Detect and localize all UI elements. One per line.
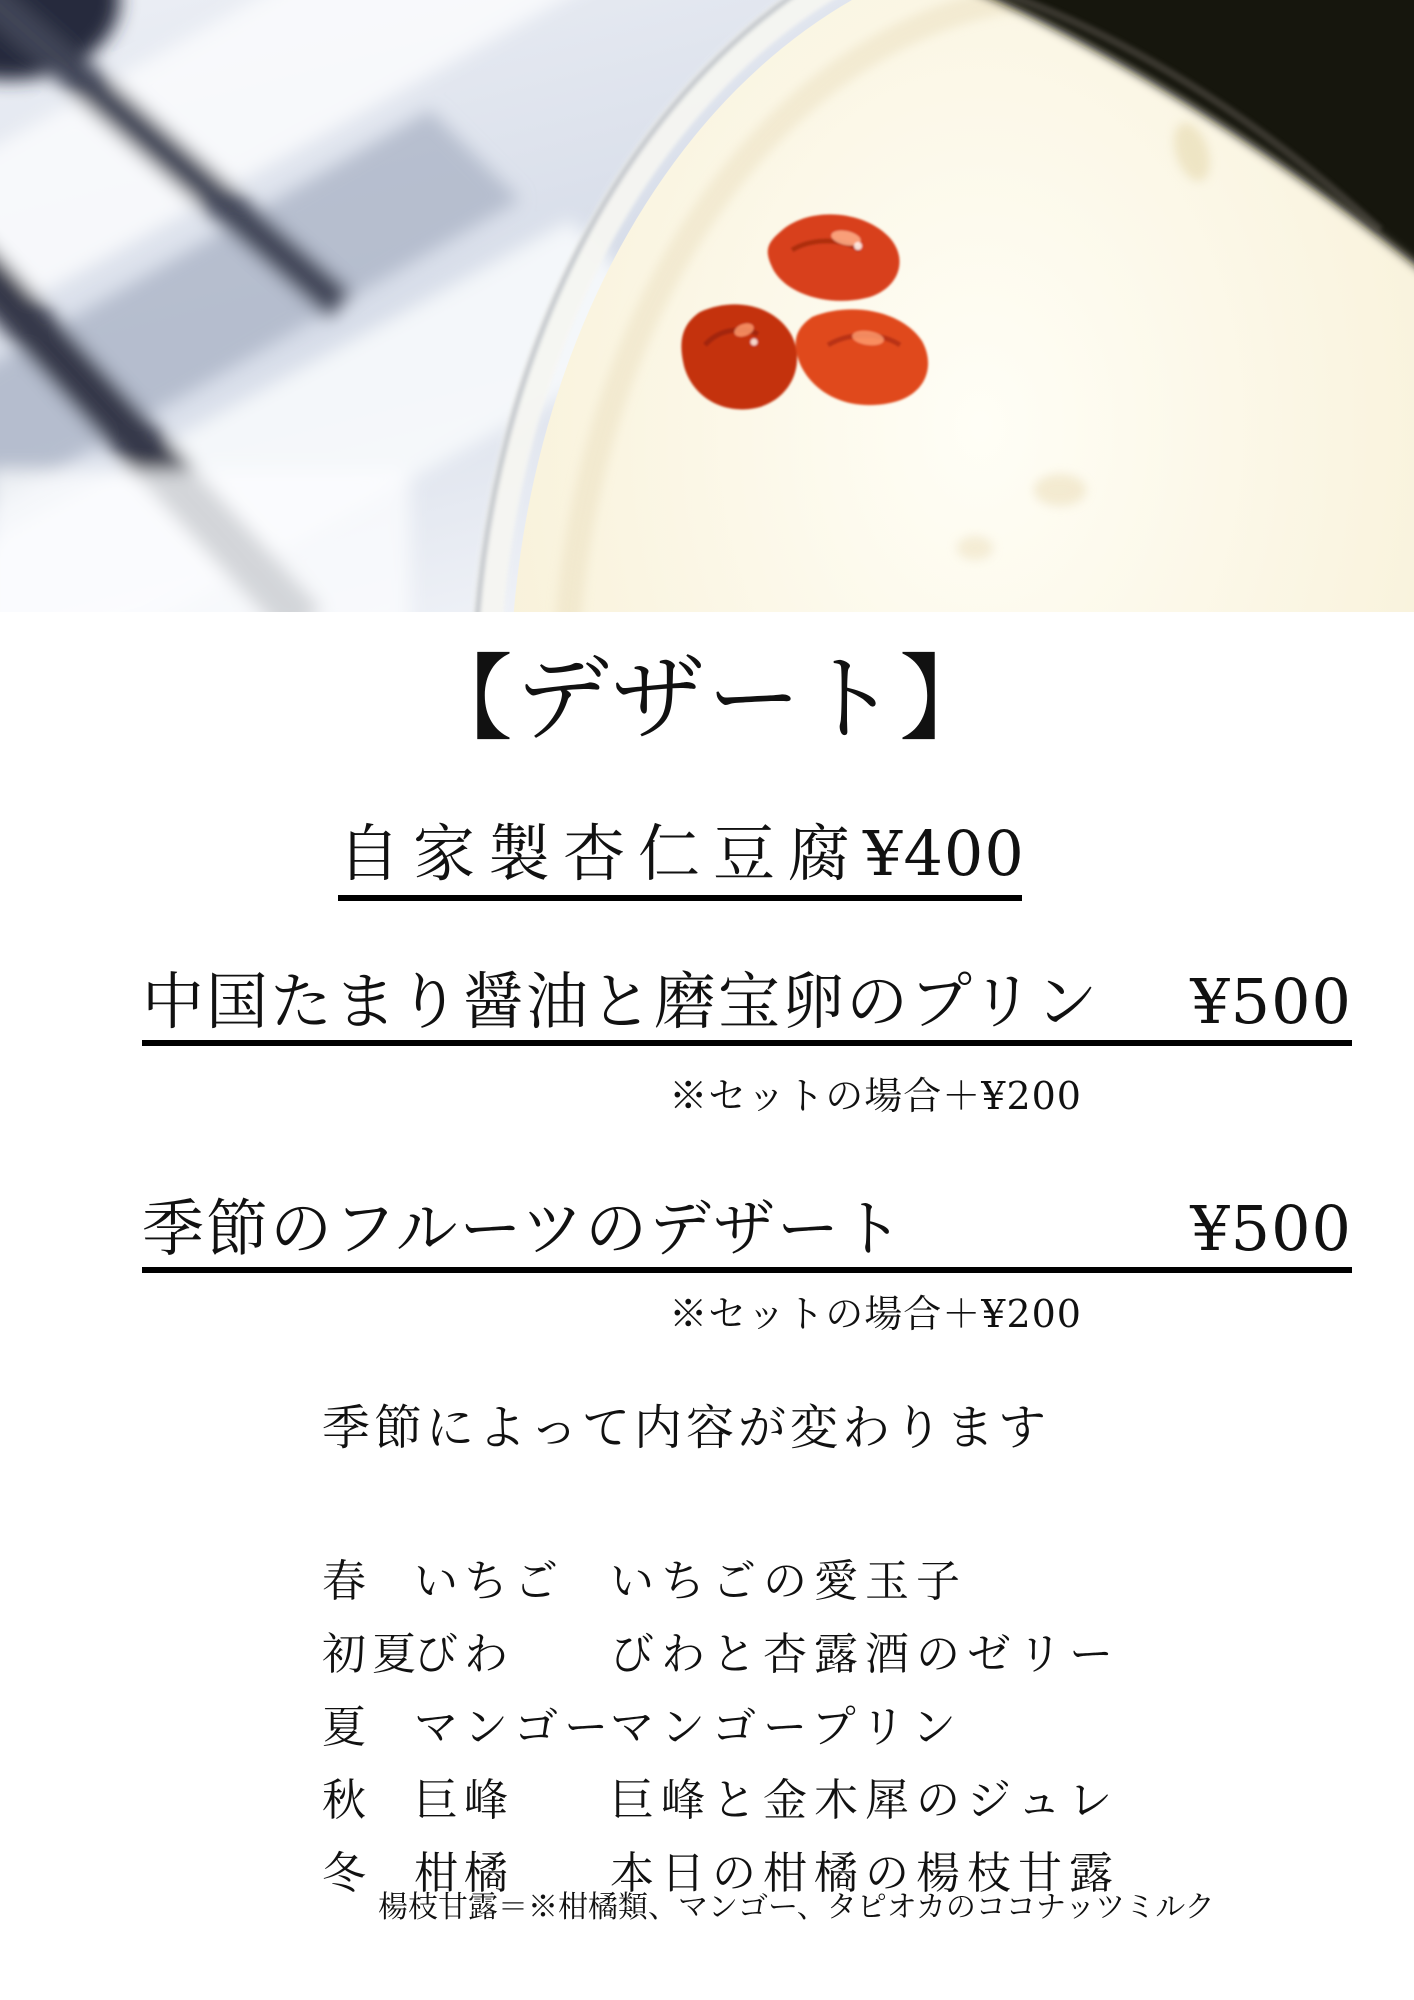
- item-name: 自家製杏仁豆腐: [338, 817, 864, 890]
- season-dessert: 巨峰と金木犀のジュレ: [610, 1774, 1120, 1826]
- season-dessert: びわと杏露酒のゼリー: [610, 1628, 1120, 1680]
- page-title: 【デザート】: [418, 645, 995, 754]
- season-row-summer: [322, 1686, 1120, 1759]
- season-label: 秋: [322, 1774, 372, 1826]
- season-fruit: びわ: [414, 1628, 514, 1680]
- season-label: 初夏: [322, 1628, 422, 1680]
- menu-item-seasonal-fruit: [142, 1193, 1352, 1273]
- season-fruit: マンゴー: [414, 1701, 614, 1753]
- menu-item-soy-pudding: [142, 966, 1352, 1046]
- seasonal-list: [322, 1540, 1120, 1905]
- season-fruit: 巨峰: [414, 1774, 514, 1826]
- season-label: 春: [322, 1555, 372, 1607]
- dessert-photo: [0, 0, 1414, 612]
- season-dessert: 本日の柑橘の楊枝甘露: [610, 1847, 1120, 1899]
- season-label: 夏: [322, 1701, 372, 1753]
- item-name: 中国たまり醤油と磨宝卵のプリン: [142, 965, 1100, 1038]
- item-name: 季節のフルーツのデザート: [142, 1192, 906, 1265]
- season-dessert: いちごの愛玉子: [610, 1555, 967, 1607]
- item-price: ¥500: [1190, 1192, 1352, 1265]
- item-price: ¥500: [1190, 965, 1352, 1038]
- season-label: 冬: [322, 1847, 372, 1899]
- menu-item-annin-tofu: [338, 817, 1025, 901]
- season-fruit: いちご: [414, 1555, 564, 1607]
- yangzhi-ganlu-footnote: 楊枝甘露＝※柑橘類、マンゴー、タピオカのココナッツミルク: [378, 1890, 1215, 1925]
- set-option-note: ※セットの場合＋¥200: [669, 1074, 1082, 1118]
- set-option-note: ※セットの場合＋¥200: [669, 1292, 1082, 1336]
- season-row-early-summer: [322, 1613, 1120, 1686]
- season-row-spring: [322, 1540, 1120, 1613]
- seasonal-heading: 季節によって内容が変わります: [322, 1400, 1051, 1456]
- season-dessert: マンゴープリン: [610, 1701, 964, 1753]
- season-row-autumn: [322, 1759, 1120, 1832]
- season-fruit: 柑橘: [414, 1847, 514, 1899]
- item-price: ¥400: [863, 817, 1025, 890]
